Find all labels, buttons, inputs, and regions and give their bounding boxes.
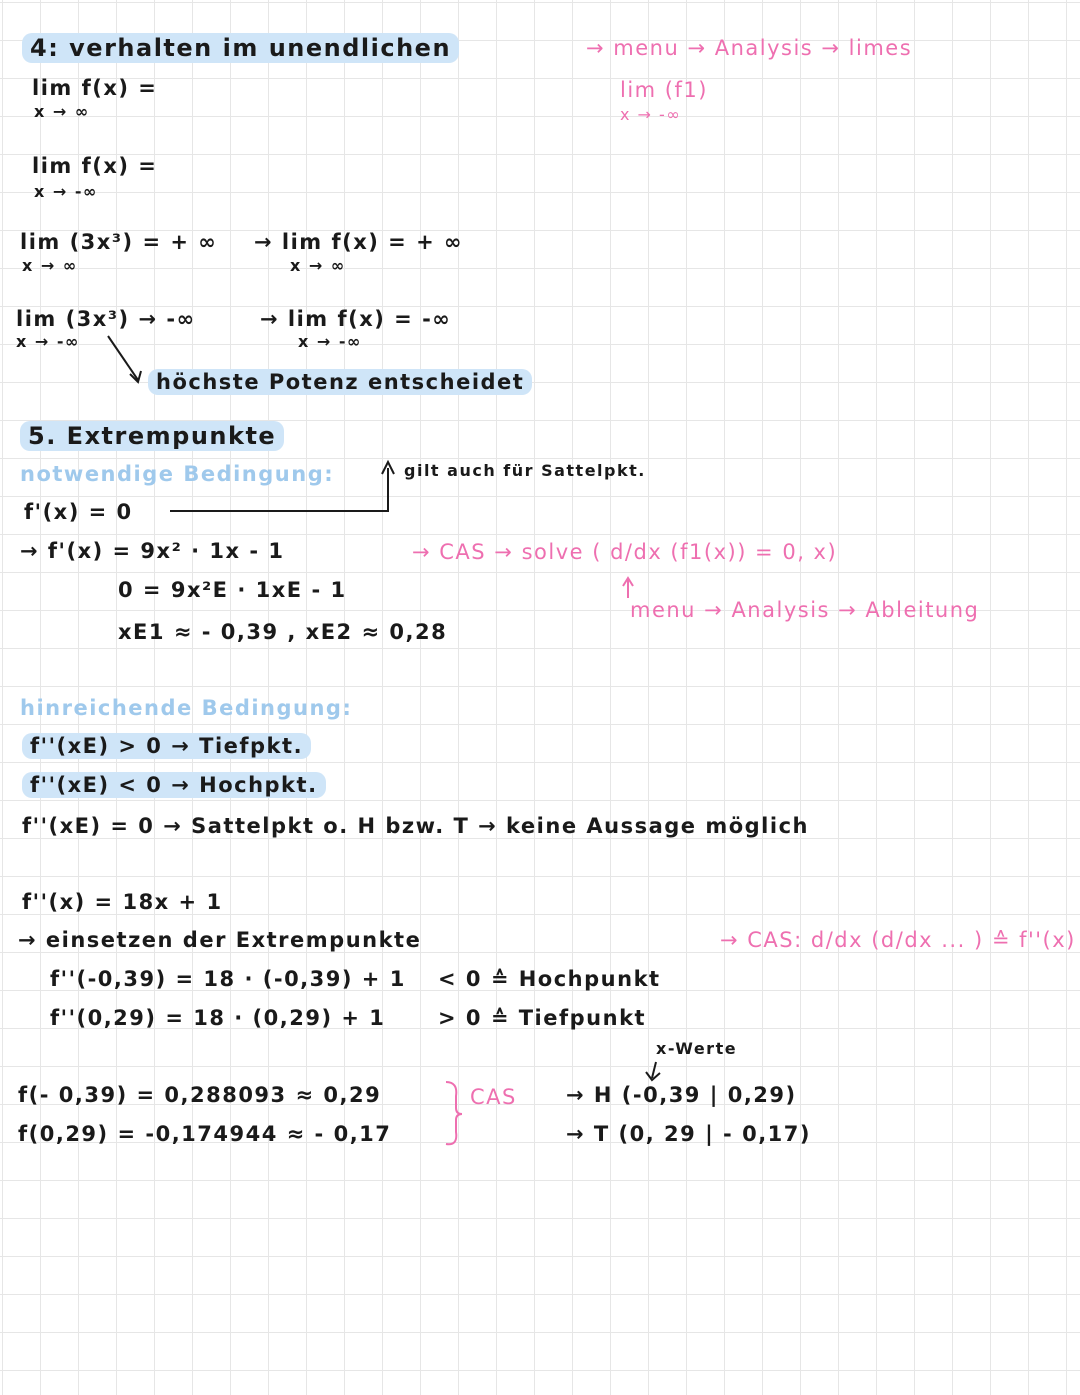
eval-max: f''(-0,39) = 18 · (-0,39) + 1 (50, 967, 406, 991)
menu-limes-path: → menu → Analysis → limes (586, 36, 913, 60)
eval-min-result: > 0 ≙ Tiefpunkt (438, 1006, 647, 1030)
result-plus-inf: → lim f(x) = + ∞ (254, 230, 463, 254)
calc-plus-inf-sub: x → ∞ (22, 256, 78, 275)
limit-plus-inf-expr: lim f(x) = (32, 76, 158, 100)
cas-label: CAS (470, 1085, 517, 1109)
limes-example: lim (f1) (620, 78, 708, 102)
limes-example-sub: x → -∞ (620, 105, 682, 124)
calc-minus-inf: lim (3x³) → -∞ (16, 307, 196, 331)
section-5-heading: 5. Extrempunkte (20, 424, 284, 448)
zero-equation: 0 = 9x²E · 1xE - 1 (118, 578, 347, 602)
menu-derivative-path: menu → Analysis → Ableitung (630, 598, 980, 622)
calc-plus-inf: lim (3x³) = + ∞ (20, 230, 218, 254)
cas-second-derivative: → CAS: d/dx (d/dx ... ) ≙ f''(x) (720, 928, 1076, 952)
second-derivative: f''(x) = 18x + 1 (22, 890, 223, 914)
power-note-arrow (108, 336, 138, 380)
x-solutions: xE1 ≈ - 0,39 , xE2 ≈ 0,28 (118, 620, 448, 644)
cas-solve-path: → CAS → solve ( d/dx (f1(x)) = 0, x) (412, 540, 838, 564)
condition-max: f''(xE) < 0 → Hochpkt. (22, 775, 326, 796)
necessary-condition-label: notwendige Bedingung: (20, 462, 335, 486)
sufficient-condition-label: hinreichende Bedingung: (20, 696, 353, 720)
highest-power-note: höchste Potenz entscheidet (148, 372, 532, 393)
limit-minus-inf-expr: lim f(x) = (32, 154, 158, 178)
cas-brace (446, 1082, 462, 1144)
calc-minus-inf-sub: x → -∞ (16, 332, 80, 351)
x-values-label: x-Werte (656, 1039, 738, 1058)
limit-minus-inf-sub: x → -∞ (34, 182, 98, 201)
limit-plus-inf-sub: x → ∞ (34, 102, 90, 121)
result-minus-inf: → lim f(x) = -∞ (260, 307, 452, 331)
saddle-note-connector (170, 468, 388, 511)
insert-extrema-note: → einsetzen der Extrempunkte (18, 928, 422, 952)
eval-min: f''(0,29) = 18 · (0,29) + 1 (50, 1006, 386, 1030)
function-value-max: f(- 0,39) = 0,288093 ≈ 0,29 (18, 1083, 382, 1107)
first-derivative: → f'(x) = 9x² · 1x - 1 (20, 539, 285, 563)
x-values-arrow (652, 1062, 656, 1078)
result-plus-inf-sub: x → ∞ (290, 256, 346, 275)
eval-max-result: < 0 ≙ Hochpunkt (438, 967, 661, 991)
condition-min: f''(xE) > 0 → Tiefpkt. (22, 736, 311, 757)
first-derivative-zero: f'(x) = 0 (24, 500, 133, 524)
function-value-min: f(0,29) = -0,174944 ≈ - 0,17 (18, 1122, 392, 1146)
section-4-heading: 4: verhalten im unendlichen (22, 36, 459, 60)
result-minus-inf-sub: x → -∞ (298, 332, 362, 351)
low-point: → T (0, 29 | - 0,17) (566, 1122, 811, 1146)
high-point: → H (-0,39 | 0,29) (566, 1083, 797, 1107)
condition-saddle: f''(xE) = 0 → Sattelpkt o. H bzw. T → keine Aussage möglich (22, 814, 809, 838)
saddle-note: gilt auch für Sattelpkt. (404, 461, 646, 480)
